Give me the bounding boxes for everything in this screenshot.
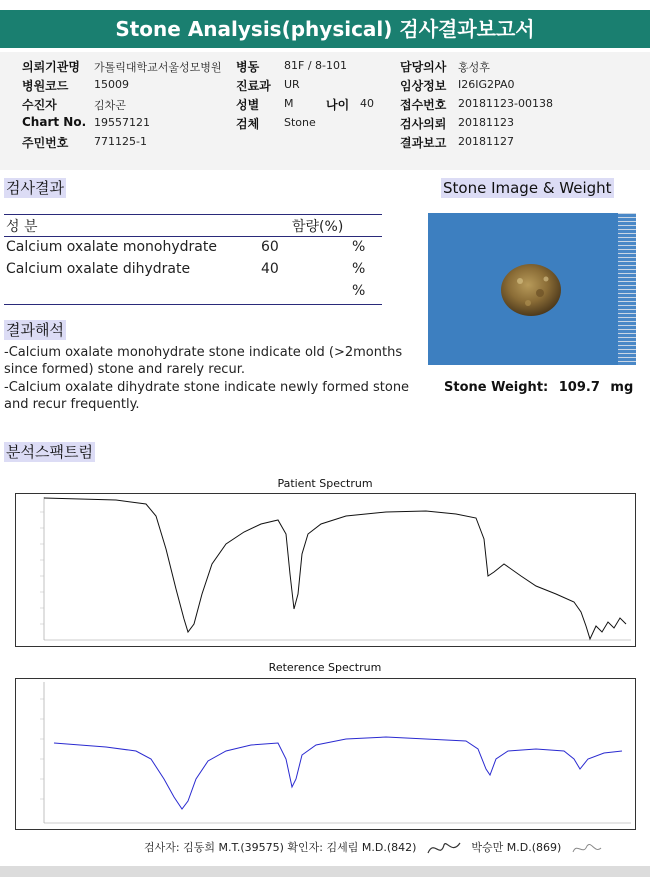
ward-value: 81F / 8-101 — [284, 59, 347, 72]
reference-spectrum-chart — [15, 678, 636, 830]
specimen-label: 검체 — [236, 117, 260, 131]
doctor-label: 담당의사 — [400, 60, 447, 74]
stone-image-heading: Stone Image & Weight — [443, 179, 612, 197]
footer-confirmer-text: 박승만 M.D.(869) — [471, 841, 562, 854]
results-col-amount: 함량(%) — [292, 219, 344, 235]
stone-specimen-image — [428, 213, 636, 365]
receipt-value: 20181123-00138 — [458, 97, 553, 110]
stone-weight-unit: mg — [610, 380, 634, 395]
age-label: 나이 — [326, 98, 350, 112]
patient-spectrum-chart — [15, 493, 636, 647]
interpretation-line-1: -Calcium oxalate monohydrate stone indicate old (>2months since formed) stone and rarely recur. — [4, 345, 403, 377]
sex-value: M — [284, 97, 294, 110]
results-table-header-line — [4, 236, 382, 237]
result-row-name: Calcium oxalate dihydrate — [6, 261, 191, 277]
results-col-component: 성 분 — [6, 219, 38, 235]
interpretation-heading: 결과해석 — [6, 321, 64, 339]
chart-no-label: Chart No. — [22, 115, 87, 129]
report-title: Stone Analysis(physical) 검사결과보고서 — [0, 10, 650, 48]
spectrum-heading: 분석스팩트럼 — [6, 443, 93, 461]
result-row-value: 40 — [261, 261, 279, 277]
ward-label: 병동 — [236, 60, 260, 74]
footer-signatures — [144, 837, 603, 859]
hospital-code-label: 병원코드 — [22, 79, 69, 93]
result-row-unit: % — [352, 239, 366, 255]
patient-label: 수진자 — [22, 98, 57, 112]
age-value: 40 — [360, 97, 374, 110]
hospital-code-value: 15009 — [94, 78, 129, 91]
stone-weight-value: 109.7 — [558, 380, 600, 395]
stone-weight-label: Stone Weight: — [444, 380, 549, 395]
patient-info-panel — [0, 52, 650, 170]
results-table-top-line — [4, 214, 382, 215]
institution-label: 의뢰기관명 — [22, 60, 80, 74]
stone-photo — [428, 213, 636, 365]
clinical-info-label: 임상정보 — [400, 79, 447, 93]
request-date-label: 검사의뢰 — [400, 117, 447, 131]
dept-value: UR — [284, 78, 300, 91]
stone-weight-line — [444, 380, 633, 395]
signature-mark-2 — [571, 838, 603, 858]
doctor-value: 홍성후 — [458, 61, 490, 74]
result-row-name: Calcium oxalate monohydrate — [6, 239, 217, 255]
report-date-label: 결과보고 — [400, 136, 447, 150]
report-date-value: 20181127 — [458, 135, 514, 148]
clinical-info-value: I26IG2PA0 — [458, 78, 515, 91]
result-row-unit: % — [352, 261, 366, 277]
sex-label: 성별 — [236, 98, 260, 112]
resident-no-value: 771125-1 — [94, 135, 147, 148]
results-heading: 검사결과 — [6, 179, 64, 197]
result-row-unit: % — [352, 283, 366, 299]
patient-value: 김차곤 — [94, 99, 126, 112]
reference-spectrum-line — [54, 737, 622, 809]
receipt-label: 접수번호 — [400, 98, 447, 112]
interpretation-line-2: -Calcium oxalate dihydrate stone indicate newly formed stone and recur frequently. — [4, 380, 410, 412]
institution-value: 가톨릭대학교서울성모병원 — [94, 61, 222, 74]
footer-examiner-text: 검사자: 김동희 M.T.(39575) 확인자: 김세림 M.D.(842) — [144, 841, 417, 854]
dept-label: 진료과 — [236, 79, 271, 93]
results-table-bottom-line — [4, 304, 382, 305]
signature-mark — [426, 837, 462, 859]
resident-no-label: 주민번호 — [22, 136, 69, 150]
chart-no-value: 19557121 — [94, 116, 150, 129]
bottom-bar — [0, 866, 650, 877]
request-date-value: 20181123 — [458, 116, 514, 129]
specimen-value: Stone — [284, 116, 316, 129]
patient-spectrum-title: Patient Spectrum — [277, 477, 373, 490]
result-row-value: 60 — [261, 239, 279, 255]
patient-spectrum-line — [44, 498, 626, 639]
reference-spectrum-title: Reterence Spectrum — [268, 661, 382, 674]
